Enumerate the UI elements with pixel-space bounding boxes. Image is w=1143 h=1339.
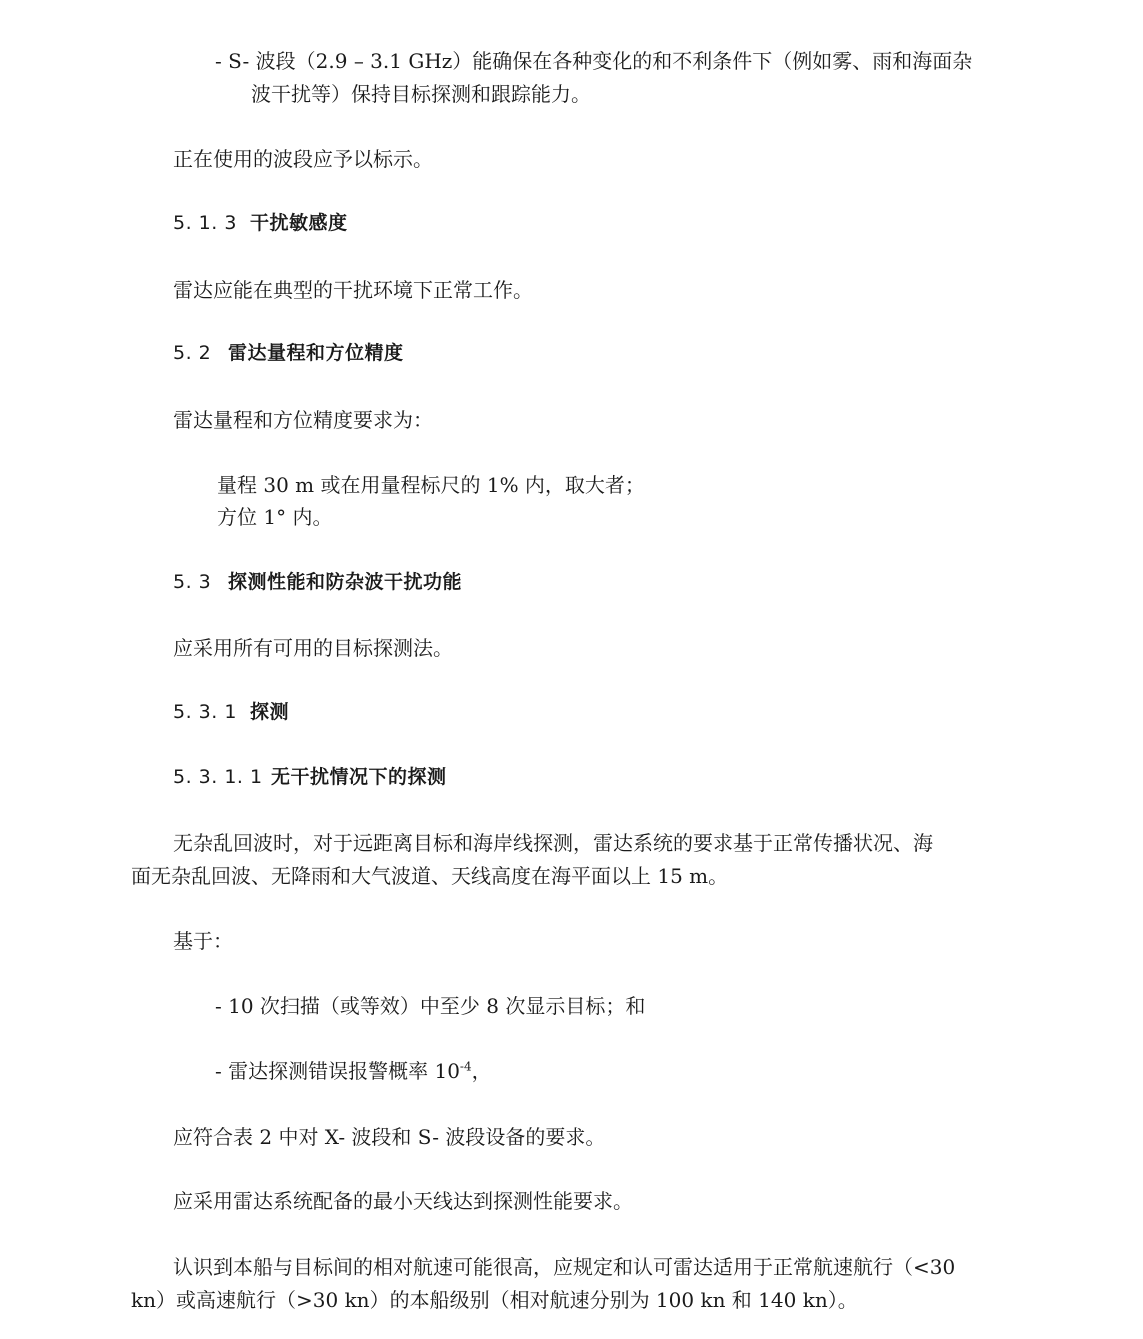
antenna-requirement-paragraph: 应采用雷达系统配备的最小天线达到探测性能要求。	[173, 1189, 633, 1213]
band-indication-paragraph: 正在使用的波段应予以标示。	[173, 147, 433, 171]
section-title: 探测	[250, 701, 290, 723]
section-number: 5. 2	[173, 342, 212, 364]
interference-paragraph: 雷达应能在典型的干扰环境下正常工作。	[173, 278, 533, 302]
accuracy-intro-paragraph: 雷达量程和方位精度要求为：	[173, 408, 433, 432]
false-alarm-text: - 雷达探测错误报警概率 10	[215, 1059, 460, 1083]
false-alarm-criterion-item	[215, 1061, 492, 1081]
false-alarm-punctuation: ，	[471, 1059, 492, 1083]
section-heading-5-2	[173, 344, 404, 363]
section-title: 雷达量程和方位精度	[228, 342, 404, 364]
bearing-accuracy-item: 方位 1° 内。	[217, 505, 333, 529]
no-clutter-paragraph-line1: 无杂乱回波时，对于远距离目标和海岸线探测，雷达系统的要求基于正常传播状况、海	[173, 831, 933, 855]
section-title: 干扰敏感度	[250, 212, 348, 234]
section-title: 无干扰情况下的探测	[271, 766, 447, 788]
section-heading-5-3-1-1	[173, 768, 447, 787]
section-heading-5-3	[173, 573, 462, 592]
sband-item-line2: 波干扰等）保持目标探测和跟踪能力。	[251, 82, 591, 106]
section-number: 5. 3. 1	[173, 701, 237, 723]
table-requirement-paragraph: 应符合表 2 中对 X- 波段和 S- 波段设备的要求。	[173, 1125, 606, 1149]
false-alarm-exponent: -4	[459, 1059, 472, 1074]
speed-paragraph-line1: 认识到本船与目标间的相对航速可能很高，应规定和认可雷达适用于正常航速航行（<30	[173, 1255, 956, 1279]
section-title: 探测性能和防杂波干扰功能	[228, 571, 463, 593]
section-heading-5-3-1	[173, 703, 289, 722]
section-heading-5-1-3	[173, 214, 348, 233]
no-clutter-paragraph-line2: 面无杂乱回波、无降雨和大气波道、天线高度在海平面以上 15 m。	[131, 864, 729, 888]
detection-methods-paragraph: 应采用所有可用的目标探测法。	[173, 636, 453, 660]
scan-criterion-item: - 10 次扫描（或等效）中至少 8 次显示目标；和	[215, 994, 646, 1018]
section-number: 5. 3	[173, 571, 212, 593]
range-accuracy-item: 量程 30 m 或在用量程标尺的 1% 内，取大者；	[217, 473, 645, 497]
sband-item-line1: - S- 波段（2.9 – 3.1 GHz）能确保在各种变化的和不利条件下（例如雾、雨和海面杂	[215, 49, 973, 73]
section-number: 5. 1. 3	[173, 212, 237, 234]
section-number: 5. 3. 1. 1	[173, 766, 263, 788]
based-on-label: 基于：	[173, 929, 233, 953]
speed-paragraph-line2: kn）或高速航行（>30 kn）的本船级别（相对航速分别为 100 kn 和 140 kn）。	[131, 1288, 858, 1312]
